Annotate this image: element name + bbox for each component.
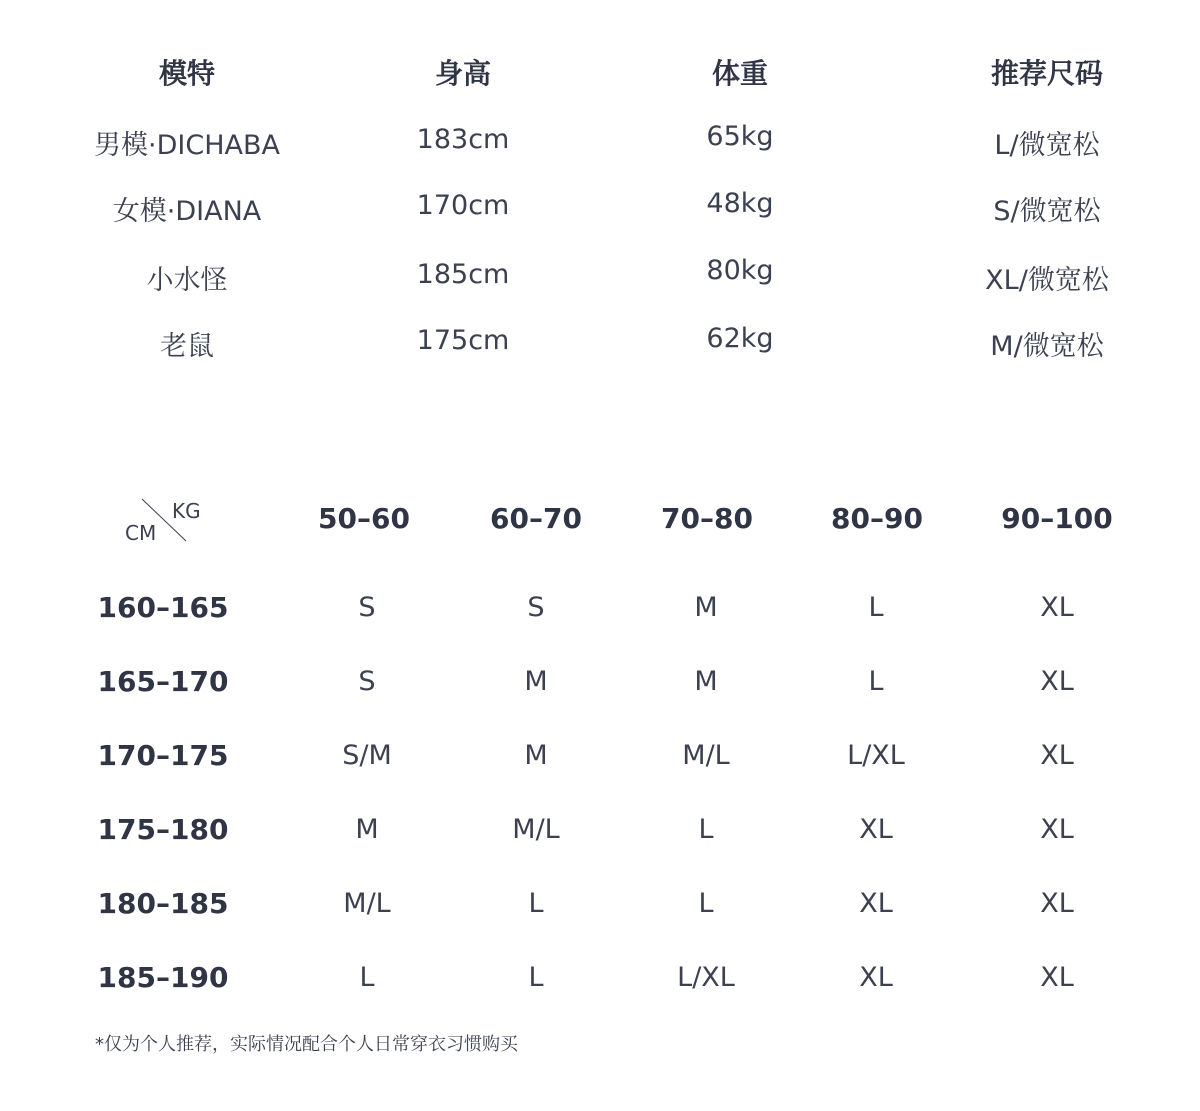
size-cell: M <box>694 592 718 623</box>
model-size: S/微宽松 <box>993 196 1101 227</box>
model-weight: 65kg <box>706 121 774 152</box>
header-height: 身高 <box>434 57 492 90</box>
model-size: M/微宽松 <box>990 331 1104 362</box>
size-cell: M <box>355 814 379 845</box>
size-cell: M <box>524 666 548 697</box>
weight-header: 70–80 <box>661 502 753 535</box>
size-cell: XL <box>859 814 893 845</box>
corner-cm-label: CM <box>125 521 157 545</box>
size-cell: L/XL <box>847 740 905 771</box>
size-cell: S <box>358 666 376 697</box>
size-cell: XL <box>1040 666 1074 697</box>
header-weight: 体重 <box>711 57 769 90</box>
size-cell: S/M <box>342 740 392 771</box>
model-weight: 48kg <box>706 188 774 219</box>
size-cell: S <box>358 592 376 623</box>
size-cell: M/L <box>343 888 391 919</box>
height-header: 180–185 <box>97 887 229 920</box>
header-model: 模特 <box>158 57 216 90</box>
size-cell: L <box>528 888 544 919</box>
model-size: L/微宽松 <box>994 130 1100 161</box>
weight-header: 80–90 <box>831 502 923 535</box>
height-header: 170–175 <box>97 739 229 772</box>
model-height: 183cm <box>416 124 510 155</box>
size-cell: XL <box>1040 740 1074 771</box>
height-header: 185–190 <box>97 961 229 994</box>
model-height: 175cm <box>416 325 510 356</box>
model-name: 女模·DIANA <box>112 196 262 227</box>
model-weight: 62kg <box>706 323 774 354</box>
size-cell: L <box>698 888 714 919</box>
model-size: XL/微宽松 <box>985 265 1109 296</box>
header-recommended-size: 推荐尺码 <box>990 57 1104 90</box>
size-cell: XL <box>1040 962 1074 993</box>
size-cell: L <box>528 962 544 993</box>
size-cell: M <box>524 740 548 771</box>
size-cell: S <box>527 592 545 623</box>
height-header: 160–165 <box>97 591 229 624</box>
corner-diagonal-header <box>120 495 210 545</box>
height-header: 165–170 <box>97 665 229 698</box>
model-name: 小水怪 <box>146 265 228 296</box>
model-name: 老鼠 <box>160 331 214 362</box>
height-header: 175–180 <box>97 813 229 846</box>
size-cell: L <box>698 814 714 845</box>
corner-kg-label: KG <box>172 499 201 523</box>
footnote: *仅为个人推荐，实际情况配合个人日常穿衣习惯购买 <box>95 1034 518 1055</box>
size-cell: L <box>868 666 884 697</box>
weight-header: 50–60 <box>318 502 410 535</box>
model-name: 男模·DICHABA <box>94 130 280 161</box>
size-cell: L/XL <box>677 962 735 993</box>
size-cell: M <box>694 666 718 697</box>
size-cell: XL <box>1040 592 1074 623</box>
model-height: 185cm <box>416 259 510 290</box>
size-cell: L <box>868 592 884 623</box>
size-cell: XL <box>1040 814 1074 845</box>
model-weight: 80kg <box>706 255 774 286</box>
size-cell: L <box>359 962 375 993</box>
size-cell: M/L <box>682 740 730 771</box>
size-cell: XL <box>1040 888 1074 919</box>
weight-header: 90–100 <box>1001 502 1113 535</box>
size-cell: XL <box>859 888 893 919</box>
size-cell: XL <box>859 962 893 993</box>
model-height: 170cm <box>416 190 510 221</box>
weight-header: 60–70 <box>490 502 582 535</box>
size-cell: M/L <box>512 814 560 845</box>
